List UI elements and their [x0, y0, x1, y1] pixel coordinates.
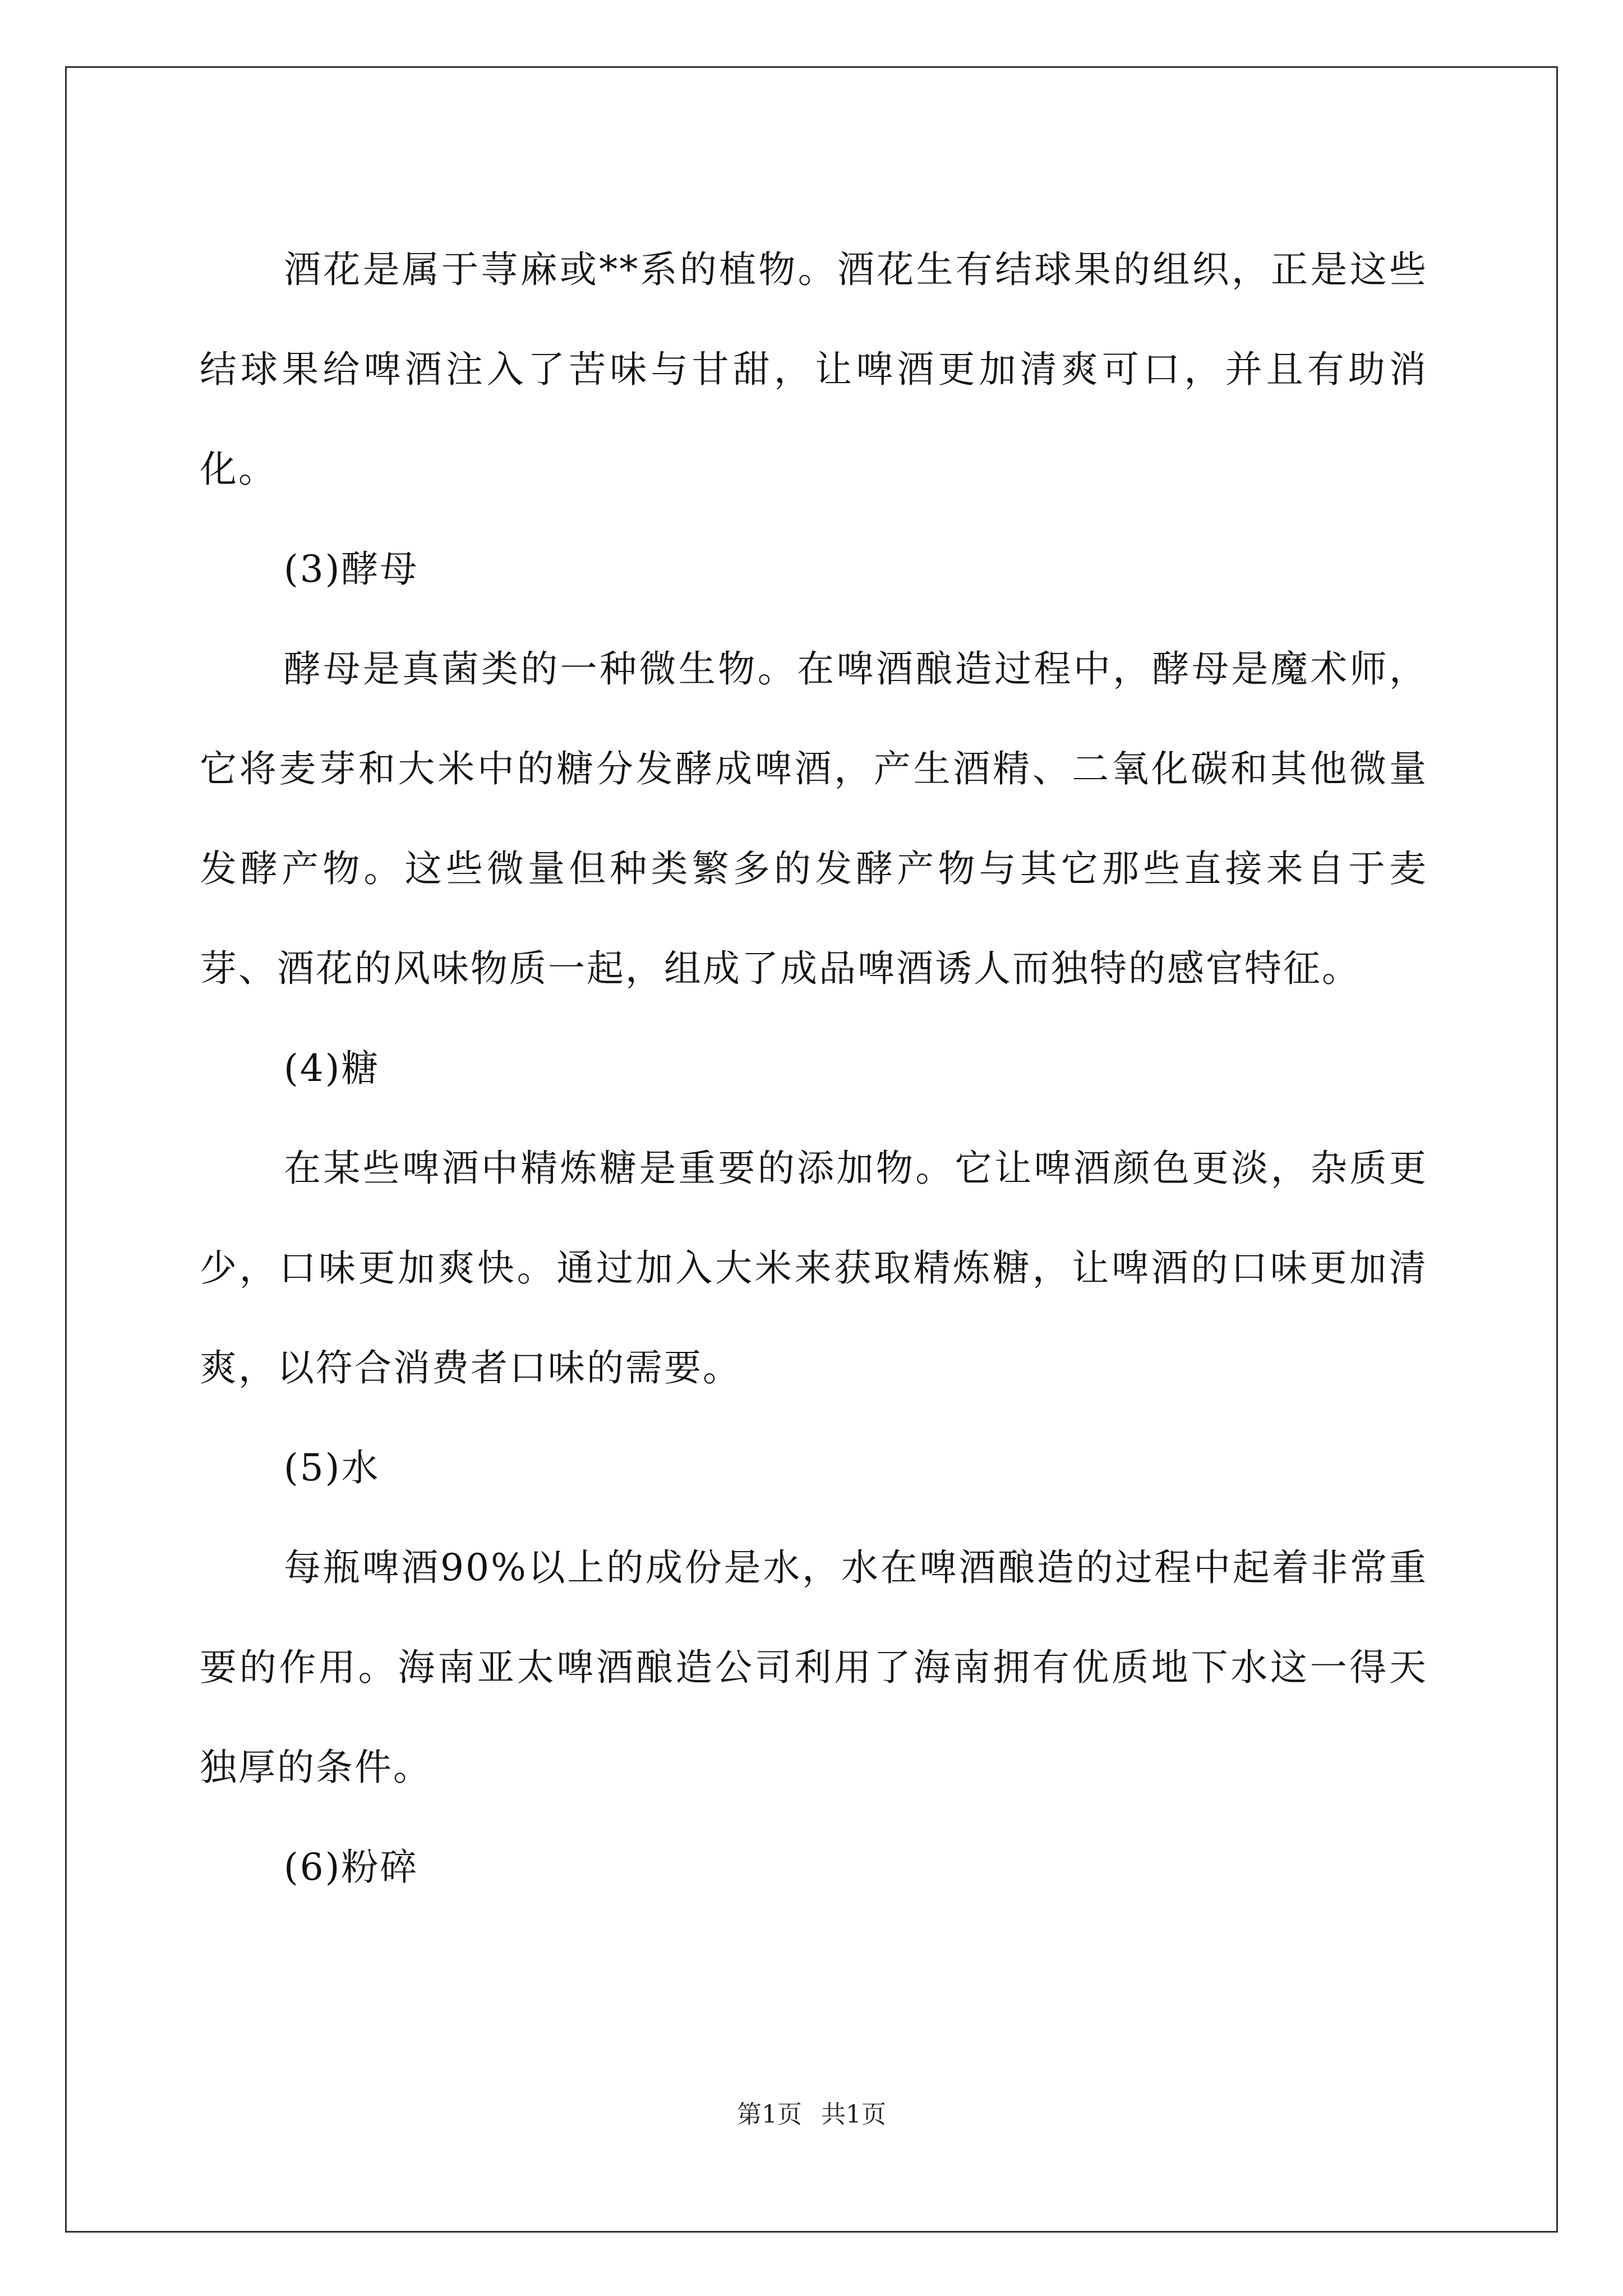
page-footer [0, 2098, 1623, 2132]
paragraph-yeast: 酵母是真菌类的一种微生物。在啤酒酿造过程中，酵母是魔术师，它将麦芽和大米中的糖分发酵成啤酒，产生酒精、二氧化碳和其他微量发酵产物。这些微量但种类繁多的发酵产物与其它那些直接来自于麦芽、酒花的风味物质一起，组成了成品啤酒诱人而独特的感官特征。 [200, 647, 1428, 990]
heading-yeast: (3)酵母 [284, 547, 419, 591]
page-number: 第1页 [737, 2100, 802, 2129]
page-total: 共1页 [821, 2100, 886, 2129]
heading-water: (5)水 [284, 1446, 380, 1489]
paragraph-water: 每瓶啤酒90%以上的成份是水，水在啤酒酿造的过程中起着非常重要的作用。海南亚太啤酒酿造公司利用了海南拥有优质地下水这一得天独厚的条件。 [200, 1546, 1428, 1789]
paragraph-hops: 酒花是属于荨麻或**系的植物。酒花生有结球果的组织，正是这些结球果给啤酒注入了苦味与甘甜，让啤酒更加清爽可口，并且有助消化。 [200, 248, 1428, 491]
heading-milling: (6)粉碎 [284, 1846, 419, 1889]
document-body [200, 220, 1428, 1917]
paragraph-sugar: 在某些啤酒中精炼糖是重要的添加物。它让啤酒颜色更淡，杂质更少，口味更加爽快。通过加入大米来获取精炼糖，让啤酒的口味更加清爽，以符合消费者口味的需要。 [200, 1147, 1428, 1389]
heading-sugar: (4)糖 [284, 1047, 380, 1090]
